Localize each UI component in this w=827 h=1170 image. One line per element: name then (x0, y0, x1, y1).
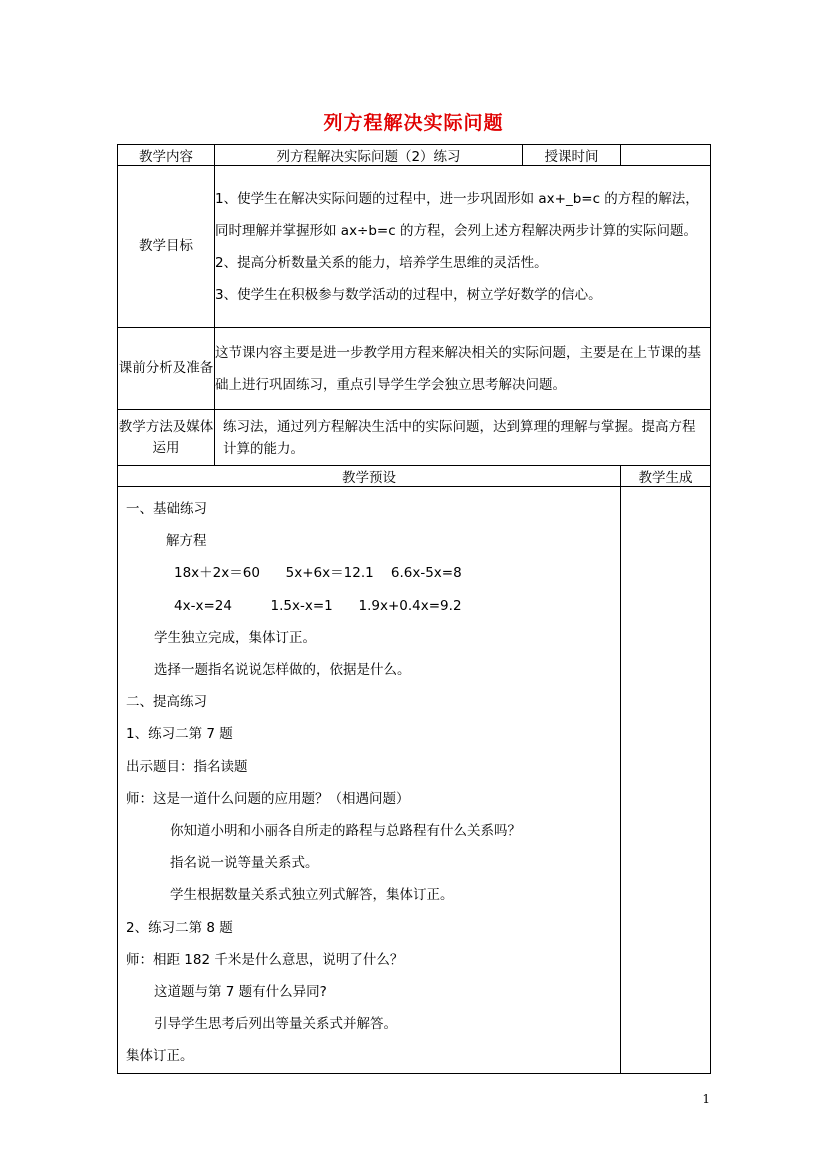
method-row (118, 410, 711, 466)
method-content (215, 410, 711, 466)
goals-row (118, 166, 711, 328)
plan-line: 二、提高练习 (126, 694, 207, 711)
analysis-label: 课前分析及准备 (118, 328, 215, 410)
goal-item: 3、使学生在积极参与数学活动的过程中，树立学好数学的信心。 (215, 286, 602, 303)
lesson-plan-table (117, 144, 711, 1074)
analysis-content (215, 328, 711, 410)
plan-line: 这道题与第 7 题有什么异同? (154, 984, 327, 1001)
plan-line: 1、练习二第 7 题 (126, 726, 233, 743)
plan-line: 选择一题指名说说怎样做的，依据是什么。 (154, 662, 411, 679)
analysis-row (118, 328, 711, 410)
content-label: 教学内容 (118, 145, 215, 166)
plan-line: 师：这是一道什么问题的应用题？（相遇问题） (126, 790, 410, 807)
content-value: 列方程解决实际问题（2）练习 (215, 145, 523, 166)
plan-line: 集体订正。 (126, 1048, 194, 1065)
goals-label: 教学目标 (118, 166, 215, 328)
plan-line: 一、基础练习 (126, 501, 207, 517)
plan-line: 师：相距 182 千米是什么意思，说明了什么？ (126, 951, 404, 968)
plan-line: 你知道小明和小丽各自所走的路程与总路程有什么关系吗？ (170, 823, 521, 840)
plan-line: 出示题目：指名读题 (126, 758, 248, 775)
plan-line: 学生根据数量关系式独立列式解答，集体订正。 (170, 887, 454, 904)
analysis-text: 这节课内容主要是进一步教学用方程来解决相关的实际问题，主要是在上节课的基础上进行巩固练习，重点引导学生学会独立思考解决问题。 (215, 344, 701, 393)
plan-line: 引导学生思考后列出等量关系式并解答。 (154, 1016, 397, 1033)
plan-line: 指名说一说等量关系式。 (170, 855, 319, 872)
method-text: 练习法，通过列方程解决生活中的实际问题，达到算理的理解与掌握。提高方程计算的能力。 (223, 418, 696, 457)
goals-content (215, 166, 711, 328)
goal-item: 2、提高分析数量关系的能力，培养学生思维的灵活性。 (215, 254, 548, 271)
document-title: 列方程解决实际问题 (323, 112, 504, 134)
plan-line: 学生独立完成，集体订正。 (154, 629, 316, 646)
plan-line: 4x-x=24 1.5x-x=1 1.9x+0.4x=9.2 (174, 597, 462, 614)
plan-header-row (118, 466, 711, 487)
plan-body-row (118, 487, 711, 1074)
plan-content (118, 487, 621, 1074)
plan-line: 18x＋2x＝60 5x+6x＝12.1 6.6x-5x=8 (174, 565, 462, 582)
plan-header-left: 教学预设 (118, 466, 621, 487)
plan-generation-column (621, 487, 711, 1074)
plan-line: 解方程 (166, 533, 207, 550)
time-label: 授课时间 (523, 145, 621, 166)
goal-item: 1、使学生在解决实际问题的过程中，进一步巩固形如 ax+_b=c 的方程的解法，同时理解并掌握形如 ax÷b=c 的方程，会列上述方程解决两步计算的实际问题。 (215, 190, 699, 239)
plan-header-right: 教学生成 (621, 466, 711, 487)
plan-line: 2、练习二第 8 题 (126, 919, 233, 936)
time-value (621, 145, 711, 166)
content-row (118, 145, 711, 166)
page-number: 1 (702, 1092, 710, 1106)
method-label: 教学方法及媒体运用 (118, 410, 215, 466)
